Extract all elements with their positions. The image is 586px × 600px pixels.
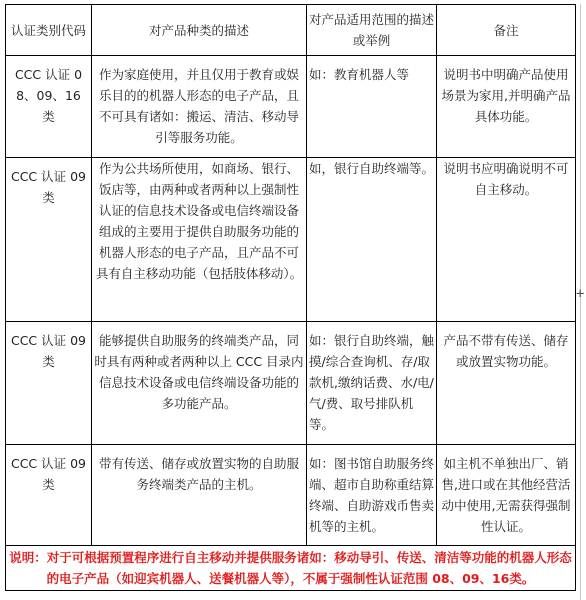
description-cell: 能够提供自助服务的终端类产品，同时具有两种或者两种以上 CCC 目录内信息技术设备或电信终端设备功能的多功能产品。 (92, 322, 307, 445)
table-header-row (6, 5, 576, 56)
category-code-cell: CCC 认证 09 类 (6, 158, 92, 322)
remark-cell: 说明书应明确说明不可自主移动。 (437, 158, 576, 322)
footnote-row (6, 546, 576, 591)
description-cell: 带有传送、储存或放置实物的自助服务终端类产品的主机。 (92, 445, 307, 546)
header-remark: 备注 (437, 5, 576, 56)
plus-icon[interactable]: + (576, 286, 585, 302)
table-row (6, 322, 576, 445)
header-description: 对产品种类的描述 (92, 5, 307, 56)
table-row (6, 158, 576, 322)
header-scope: 对产品适用范围的描述或举例 (307, 5, 437, 56)
category-code-cell: CCC 认证 09 类 (6, 322, 92, 445)
table-row (6, 445, 576, 546)
category-code-cell: CCC 认证 09 类 (6, 445, 92, 546)
footnote-note: 说明：对于可根据预置程序进行自主移动并提供服务诸如：移动导引、传送、清洁等功能的机器人形态的电子产品（如迎宾机器人、送餐机器人等），不属于强制性认证范围 08、09、16类。 (6, 546, 576, 591)
scope-cell: 如：教育机器人等 (307, 56, 437, 158)
scope-cell: 如，银行自助终端等。 (307, 158, 437, 322)
header-category-code: 认证类别代码 (6, 5, 92, 56)
table-row (6, 56, 576, 158)
page-edge-divider (580, 4, 581, 600)
certification-table (5, 4, 576, 591)
scope-cell: 如：银行自助终端，触摸/综合查询机、存/取款机,缴纳话费、水/电/气/费、取号排队机等。 (307, 322, 437, 445)
remark-cell: 说明书中明确产品使用场景为家用,并明确产品具体功能。 (437, 56, 576, 158)
certification-document (5, 4, 575, 591)
scope-cell: 如：图书馆自助服务终端、超市自助称重结算终端、自助游戏币售卖机等的主机。 (307, 445, 437, 546)
remark-cell: 如主机不单独出厂、销售,进口或在其他经营活动中使用,无需获得强制性认证。 (437, 445, 576, 546)
remark-cell: 产品不带有传送、储存或放置实物功能。 (437, 322, 576, 445)
description-cell: 作为公共场所使用，如商场、银行、饭店等，由两种或者两种以上强制性认证的信息技术设备或电信终端设备组成的主要用于提供自助服务功能的机器人形态的电子产品，且产品不可具有自主移动功能（包括肢体移动）。 (92, 158, 307, 322)
description-cell: 作为家庭使用，并且仅用于教育或娱乐目的的机器人形态的电子产品，且不可具有诸如：搬运、清洁、移动导引等服务功能。 (92, 56, 307, 158)
category-code-cell: CCC 认证 08、09、16 类 (6, 56, 92, 158)
